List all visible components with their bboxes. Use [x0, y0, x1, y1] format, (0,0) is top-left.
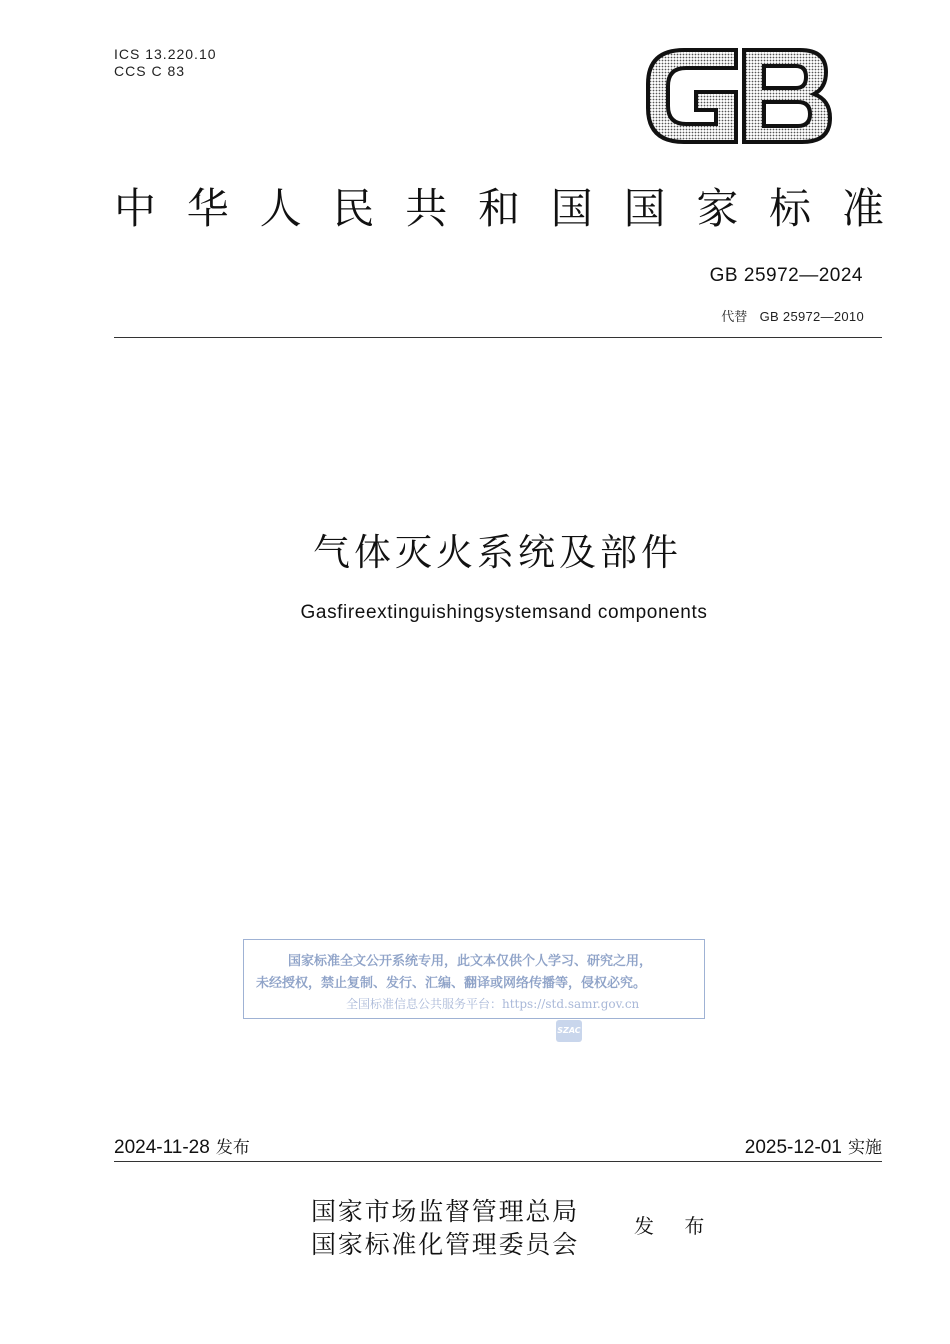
national-title-char: 人 [259, 184, 302, 233]
national-title-char: 国 [623, 184, 666, 233]
gb-logo-g-shape [648, 50, 736, 142]
issue-label: 发布 [215, 1138, 250, 1158]
national-title-char: 国 [550, 184, 593, 233]
implementation-date-value: 2025-12-01 [744, 1137, 842, 1158]
ics-code: ICS 13.220.10 [114, 46, 217, 62]
implementation-label: 实施 [848, 1138, 882, 1158]
footer-divider [114, 1161, 882, 1162]
national-title-char: 华 [186, 184, 229, 233]
document-title-cn: 气体灭火系统及部件 [313, 531, 682, 574]
issue-date [114, 1133, 250, 1159]
notice-line: 未经授权，禁止复制、发行、汇编、翻译或网络传播等，侵权必究。 [256, 976, 647, 991]
notice-platform-line: 全国标准信息公共服务平台：https://std.samr.gov.cn [346, 997, 640, 1011]
issue-date-value: 2024-11-28 [114, 1137, 210, 1158]
national-title-char: 中 [114, 184, 157, 233]
implementation-date [745, 1133, 882, 1159]
national-title-char: 民 [332, 184, 375, 233]
gb-logo [640, 44, 836, 148]
document-title-en: Gasfireextinguishingsystemsand components [300, 602, 708, 623]
notice-line: 国家标准全文公开系统专用，此文本仅供个人学习、研究之用， [288, 954, 653, 969]
header-divider [114, 337, 882, 338]
publisher-samr: 国家市场监督管理总局 [311, 1197, 580, 1226]
national-title-char: 家 [696, 184, 739, 233]
replaces-standard [721, 306, 864, 325]
standard-number: GB 25972—2024 [709, 265, 863, 286]
national-title-char: 标 [769, 184, 812, 233]
szac-watermark-logo: SZAC [556, 1020, 582, 1042]
national-title-char: 和 [477, 184, 520, 233]
publisher-sac: 国家标准化管理委员会 [311, 1230, 580, 1259]
replaces-label: 代替 [721, 310, 748, 325]
copyright-notice-box [243, 939, 705, 1019]
ccs-code: CCS C 83 [114, 63, 186, 79]
gb-logo-b-shape [744, 50, 830, 142]
publish-label: 发 布 [634, 1214, 717, 1238]
replaces-number: GB 25972—2010 [759, 309, 864, 324]
national-title-char: 共 [405, 184, 448, 233]
national-title-char: 准 [841, 184, 884, 233]
national-standard-title [114, 183, 884, 235]
